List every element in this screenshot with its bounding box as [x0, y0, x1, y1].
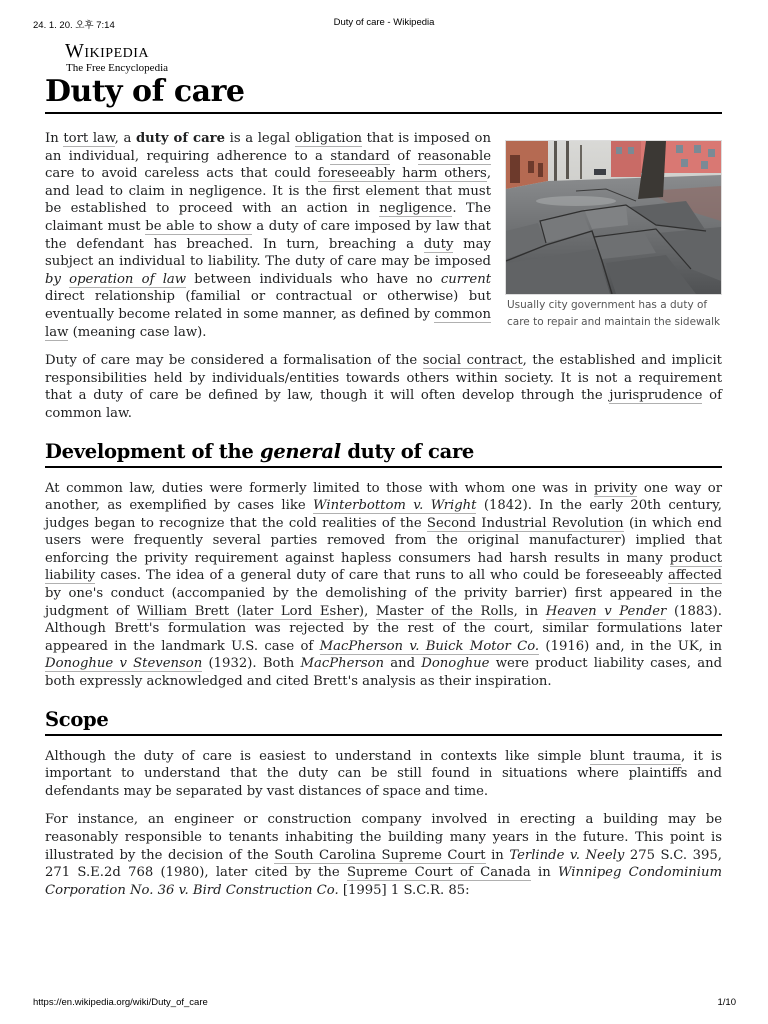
article-link[interactable]: social contract — [422, 353, 523, 369]
text-run: direct relationship (familial or contractual or otherwise) but eventually become related in some manner, as defined by — [45, 289, 491, 322]
figure-caption: Usually city government has a duty of care to repair and maintain the sidewalk — [507, 299, 721, 328]
text-run: (1842). In the early 20th century, judges began to recognize that the cold realities of the — [45, 498, 722, 531]
text-run: one way or another, as exemplified by cases like — [45, 480, 722, 514]
text-run: , and lead to claim in negligence. It is the first element that must be established to proceed with an action in — [45, 166, 492, 217]
text-run: (1883). Although Brett's formulation was rejected by the rest of the court, similar formulations later appeared in the landmark U.S. case of — [45, 603, 722, 654]
print-url: https://en.wikipedia.org/wiki/Duty_of_care — [33, 997, 208, 1008]
text-run: Scope — [45, 707, 109, 731]
article-link[interactable]: operation of law — [69, 271, 187, 287]
text-run: (1916) and, in the UK, in — [539, 638, 722, 654]
text-run: of common law. — [45, 388, 722, 421]
text-run: and — [383, 656, 422, 672]
article-link[interactable]: tort law — [63, 131, 115, 146]
article-link[interactable]: negligence — [379, 201, 453, 217]
text-run: of — [389, 148, 418, 164]
text-run: , the established and implicit responsibilities held by individuals/entities towards others within society. It is not a requirement that a duty of care be defined by law, though it will often develop through the — [45, 353, 722, 404]
print-datetime: 24. 1. 20. 오후 7:14 — [33, 20, 115, 31]
section-heading-development — [45, 439, 722, 468]
article-link[interactable]: obligation — [294, 131, 362, 146]
text-run: (meaning case law). — [68, 324, 207, 340]
page-title: Duty of care — [45, 74, 722, 114]
text-run: Duty of care may be considered a formalisation of the — [45, 353, 423, 369]
text-run: in — [530, 865, 558, 881]
scope-paragraph-2 — [45, 811, 722, 899]
italic-text: Winnipeg Condominium Corporation No. 36 v. Bird Construction Co. — [45, 865, 722, 898]
article-link[interactable]: jurisprudence — [609, 388, 703, 404]
article-link[interactable]: Winterbottom v. Wright — [313, 498, 477, 514]
article-link[interactable]: Master of the Rolls — [375, 603, 514, 619]
print-page-number: 1/10 — [717, 997, 736, 1008]
article-link[interactable]: affected — [668, 568, 722, 584]
article-link[interactable]: Donoghue v Stevenson — [45, 656, 203, 672]
text-run: , — [364, 603, 376, 619]
italic-text: by — [45, 271, 70, 287]
text-run: may subject an individual to liability. The duty of care may be imposed — [45, 236, 491, 270]
article-link[interactable]: foreseeably harm others — [317, 166, 487, 182]
development-paragraph-1 — [45, 480, 722, 691]
text-run: is a legal — [224, 131, 295, 146]
sidewalk-photo[interactable] — [505, 140, 722, 295]
article-link[interactable]: Second Industrial Revolution — [426, 515, 624, 531]
article-link[interactable]: reasonable — [417, 148, 491, 164]
print-footer — [0, 997, 768, 1011]
article-link[interactable]: South Carolina Supreme Court — [274, 847, 486, 863]
text-run: In — [45, 131, 64, 146]
italic-text: Donoghue — [421, 656, 490, 672]
article-figure — [505, 140, 722, 331]
text-run: . The claimant must — [45, 201, 491, 234]
text-run: in — [485, 847, 510, 863]
italic-text: current — [440, 271, 492, 287]
text-run: Development of the — [45, 439, 260, 463]
text-run: 275 S.C. 395, 271 S.E.2d 768 (1980), later cited by the — [45, 847, 722, 881]
logo-wordmark: Wikipedia — [65, 40, 150, 62]
text-run: Although the duty of care is easiest to understand in contexts like simple — [45, 748, 590, 764]
article-link[interactable]: product liability — [45, 550, 722, 584]
text-run: duty of care — [340, 439, 475, 463]
sidewalk-photo-graphic — [506, 141, 721, 294]
text-run: , a — [114, 131, 136, 146]
text-run: were product liability cases, and both expressly acknowledged and cited Brett's analysis as their inspiration. — [45, 656, 723, 690]
article-link[interactable]: duty — [423, 236, 454, 252]
logo-tagline: The Free Encyclopedia — [66, 62, 169, 74]
article-link[interactable]: privity — [593, 480, 638, 496]
scope-paragraph-1 — [45, 748, 722, 801]
text-run: cases. The idea of a general duty of care that runs to all who could be foreseeably — [95, 568, 669, 584]
italic-text: general — [259, 439, 341, 463]
text-run: (1932). Both — [202, 656, 301, 672]
bold-term: duty of care — [135, 131, 225, 146]
article-link[interactable]: be able to show — [145, 218, 252, 234]
text-run: that is imposed on an individual, requiring adherence to a — [45, 131, 491, 164]
section-heading-scope — [45, 707, 722, 736]
article-link[interactable]: Heaven v Pender — [545, 603, 667, 619]
text-run: For instance, an engineer or construction company involved in erecting a building may be reasonably responsible to tenants inhabiting the building many years in the future. This point is illustrated by the decision of the — [45, 812, 722, 863]
text-run: , it is important to understand that the duty can be still found in situations where plaintiffs and defendants may be separated by vast distances of space and time. — [45, 748, 722, 799]
article-content — [45, 130, 722, 910]
italic-text: Terlinde v. Neely — [509, 847, 625, 863]
article-link[interactable]: William Brett (later Lord Esher) — [136, 603, 365, 619]
text-run: At common law, duties were formerly limited to those with whom one was in — [45, 480, 594, 496]
text-run: between individuals who have no — [186, 271, 441, 287]
article-link[interactable]: Supreme Court of Canada — [347, 865, 531, 881]
text-run: , in — [513, 603, 546, 619]
wikipedia-logo[interactable] — [65, 40, 168, 74]
intro-paragraph-2 — [45, 352, 722, 422]
text-run: care to avoid careless acts that could — [45, 166, 318, 182]
text-run: (in which end users were frequently several parties removed from the original manufacturer) implied that enforcing the privity requirement against hapless consumers had harsh results in many — [45, 515, 723, 566]
italic-text: MacPherson — [300, 656, 384, 672]
article-link[interactable]: blunt trauma — [589, 748, 682, 764]
text-run: [1995] 1 S.C.R. 85: — [338, 882, 470, 898]
print-header — [0, 17, 768, 31]
article-link[interactable]: standard — [330, 148, 390, 164]
text-run: by one's conduct (accompanied by the demolishing of the privity barrier) first appeared in the judgment of — [45, 586, 722, 619]
text-run: a duty of care imposed by law that the defendant has breached. In turn, breaching a — [45, 218, 491, 252]
article-link[interactable]: MacPherson v. Buick Motor Co. — [319, 638, 540, 654]
print-page-title: Duty of care - Wikipedia — [333, 17, 435, 28]
article-link[interactable]: common law — [45, 306, 491, 340]
